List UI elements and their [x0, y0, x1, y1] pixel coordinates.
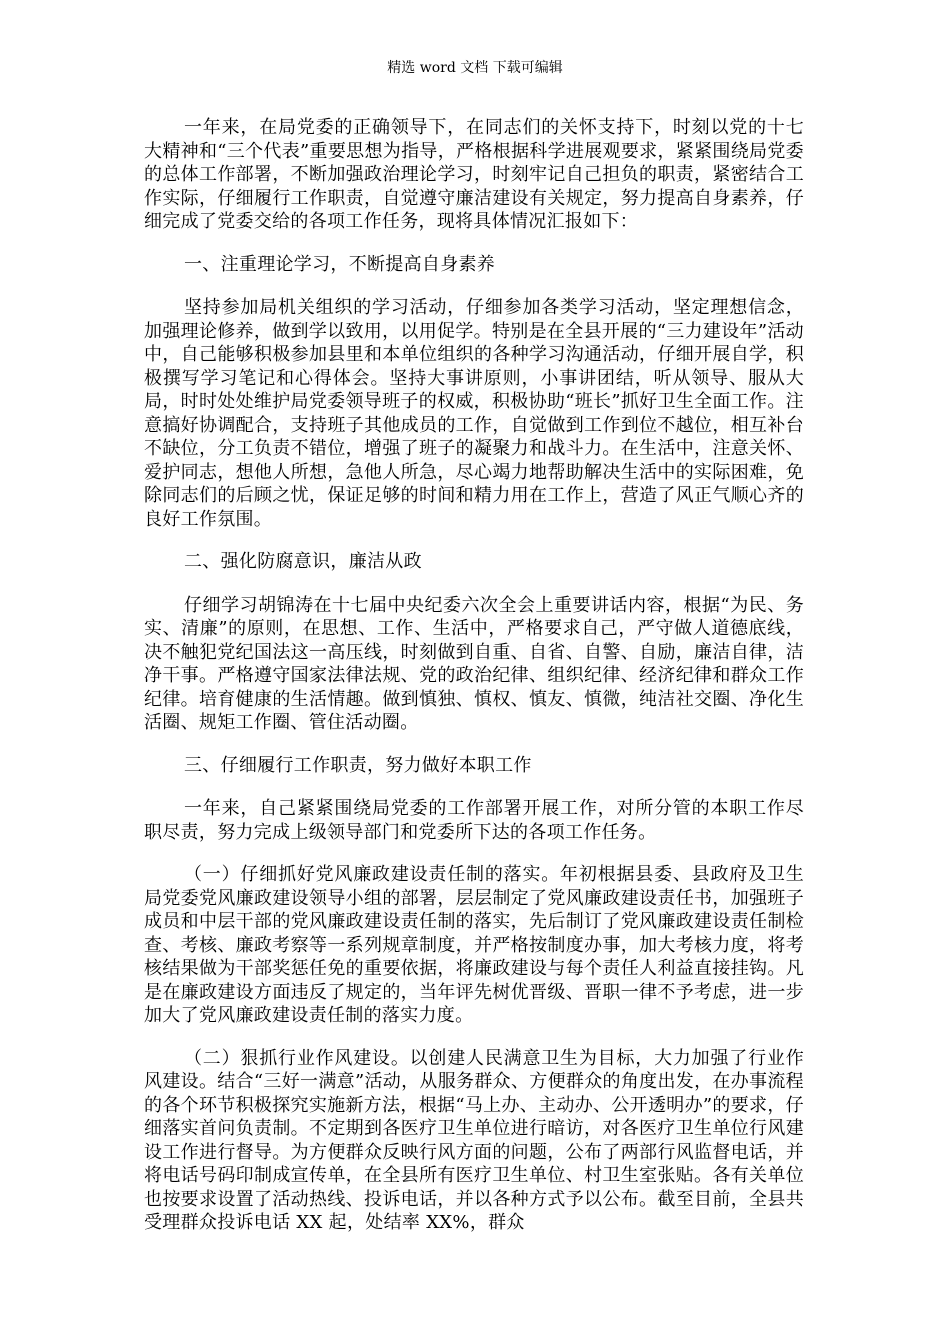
section-heading-1: 一、注重理论学习，不断提高自身素养 [184, 253, 496, 275]
document-body [144, 116, 804, 1254]
section-heading-2: 二、强化防腐意识，廉洁从政 [184, 551, 422, 572]
page-header: 精选 word 文档 下载可编辑 [387, 60, 563, 76]
section-3-item-1-paragraph: （一）仔细抓好党风廉政建设责任制的落实。年初根据县委、县政府及卫生局党委党风廉政建设领导小组的部署，层层制定了党风廉政建设责任书，加强班子成员和中层干部的党风廉政建设责任制的落实，先后制订了党风廉政建设责任制检查、考核、廉政考察等一系列规章制度，并严格按制度办事，加大考核力度，将考核结果做为干部奖惩任免的重要依据，将廉政建设与每个责任人利益直接挂钩。凡是在廉政建设方面违反了规定的，当年评先树优晋级、晋职一律不予考虑，进一步加大了党风廉政建设责任制的落实力度。 [144, 864, 804, 1026]
section-2-paragraph: 仔细学习胡锦涛在十七届中央纪委六次全会上重要讲话内容，根据“为民、务实、清廉”的原则，在思想、工作、生活中，严格要求自己，严守做人道德底线，决不触犯党纪国法这一高压线，时刻做到自重、自省、自警、自励，廉洁自律，洁净干事。严格遵守国家法律法规、党的政治纪律、组织纪律、经济纪律和群众工作纪律。培育健康的生活情趣。做到慎独、慎权、慎友、慎微，纯洁社交圈、净化生活圈、规矩工作圈、管住活动圈。 [144, 594, 804, 733]
section-1-paragraph: 坚持参加局机关组织的学习活动，仔细参加各类学习活动，坚定理想信念，加强理论修养，做到学以致用，以用促学。特别是在全县开展的“三力建设年”活动中，自己能够积极参加县里和本单位组织的各种学习沟通活动，仔细开展自学，积极撰写学习笔记和心得体会。坚持大事讲原则，小事讲团结，听从领导、服从大局，时时处处维护局党委领导班子的权威，积极协助“班长”抓好卫生全面工作。注意搞好协调配合，支持班子其他成员的工作，自觉做到工作到位不越位，相互补台不缺位，分工负责不错位，增强了班子的凝聚力和战斗力。在生活中，注意关怀、爱护同志，想他人所想，急他人所急，尽心竭力地帮助解决生活中的实际困难，免除同志们的后顾之忧，保证足够的时间和精力用在工作上，营造了风正气顺心齐的良好工作氛围。 [144, 297, 804, 530]
intro-paragraph: 一年来，在局党委的正确领导下，在同志们的关怀支持下，时刻以党的十七大精神和“三个代表”重要思想为指导，严格根据科学进展观要求，紧紧围绕局党委的总体工作部署，不断加强政治理论学习，时刻牢记自己担负的职责，紧密结合工作实际，仔细履行工作职责，自觉遵守廉洁建设有关规定，努力提高自身素养，仔细完成了党委交给的各项工作任务，现将具体情况汇报如下： [144, 117, 804, 232]
section-heading-3: 三、仔细履行工作职责，努力做好本职工作 [184, 754, 532, 776]
section-3-intro-paragraph: 一年来，自己紧紧围绕局党委的工作部署开展工作，对所分管的本职工作尽职尽责，努力完成上级领导部门和党委所下达的各项工作任务。 [144, 798, 804, 843]
section-3-item-2-paragraph: （二）狠抓行业作风建设。以创建人民满意卫生为目标，大力加强了行业作风建设。结合“三好一满意”活动，从服务群众、方便群众的角度出发，在办事流程的各个环节积极探究实施新方法，根据“马上办、主动办、公开透明办”的要求，仔细落实首问负责制。不定期到各医疗卫生单位进行暗访，对各医疗卫生单位行风建设工作进行督导。为方便群众反映行风方面的问题，公布了两部行风监督电话，并将电话号码印制成宣传单，在全县所有医疗卫生单位、村卫生室张贴。各有关单位也按要求设置了活动热线、投诉电话，并以各种方式予以公布。截至目前，全县共受理群众投诉电话 XX 起，处结率 XX%，群众 [144, 1047, 804, 1233]
